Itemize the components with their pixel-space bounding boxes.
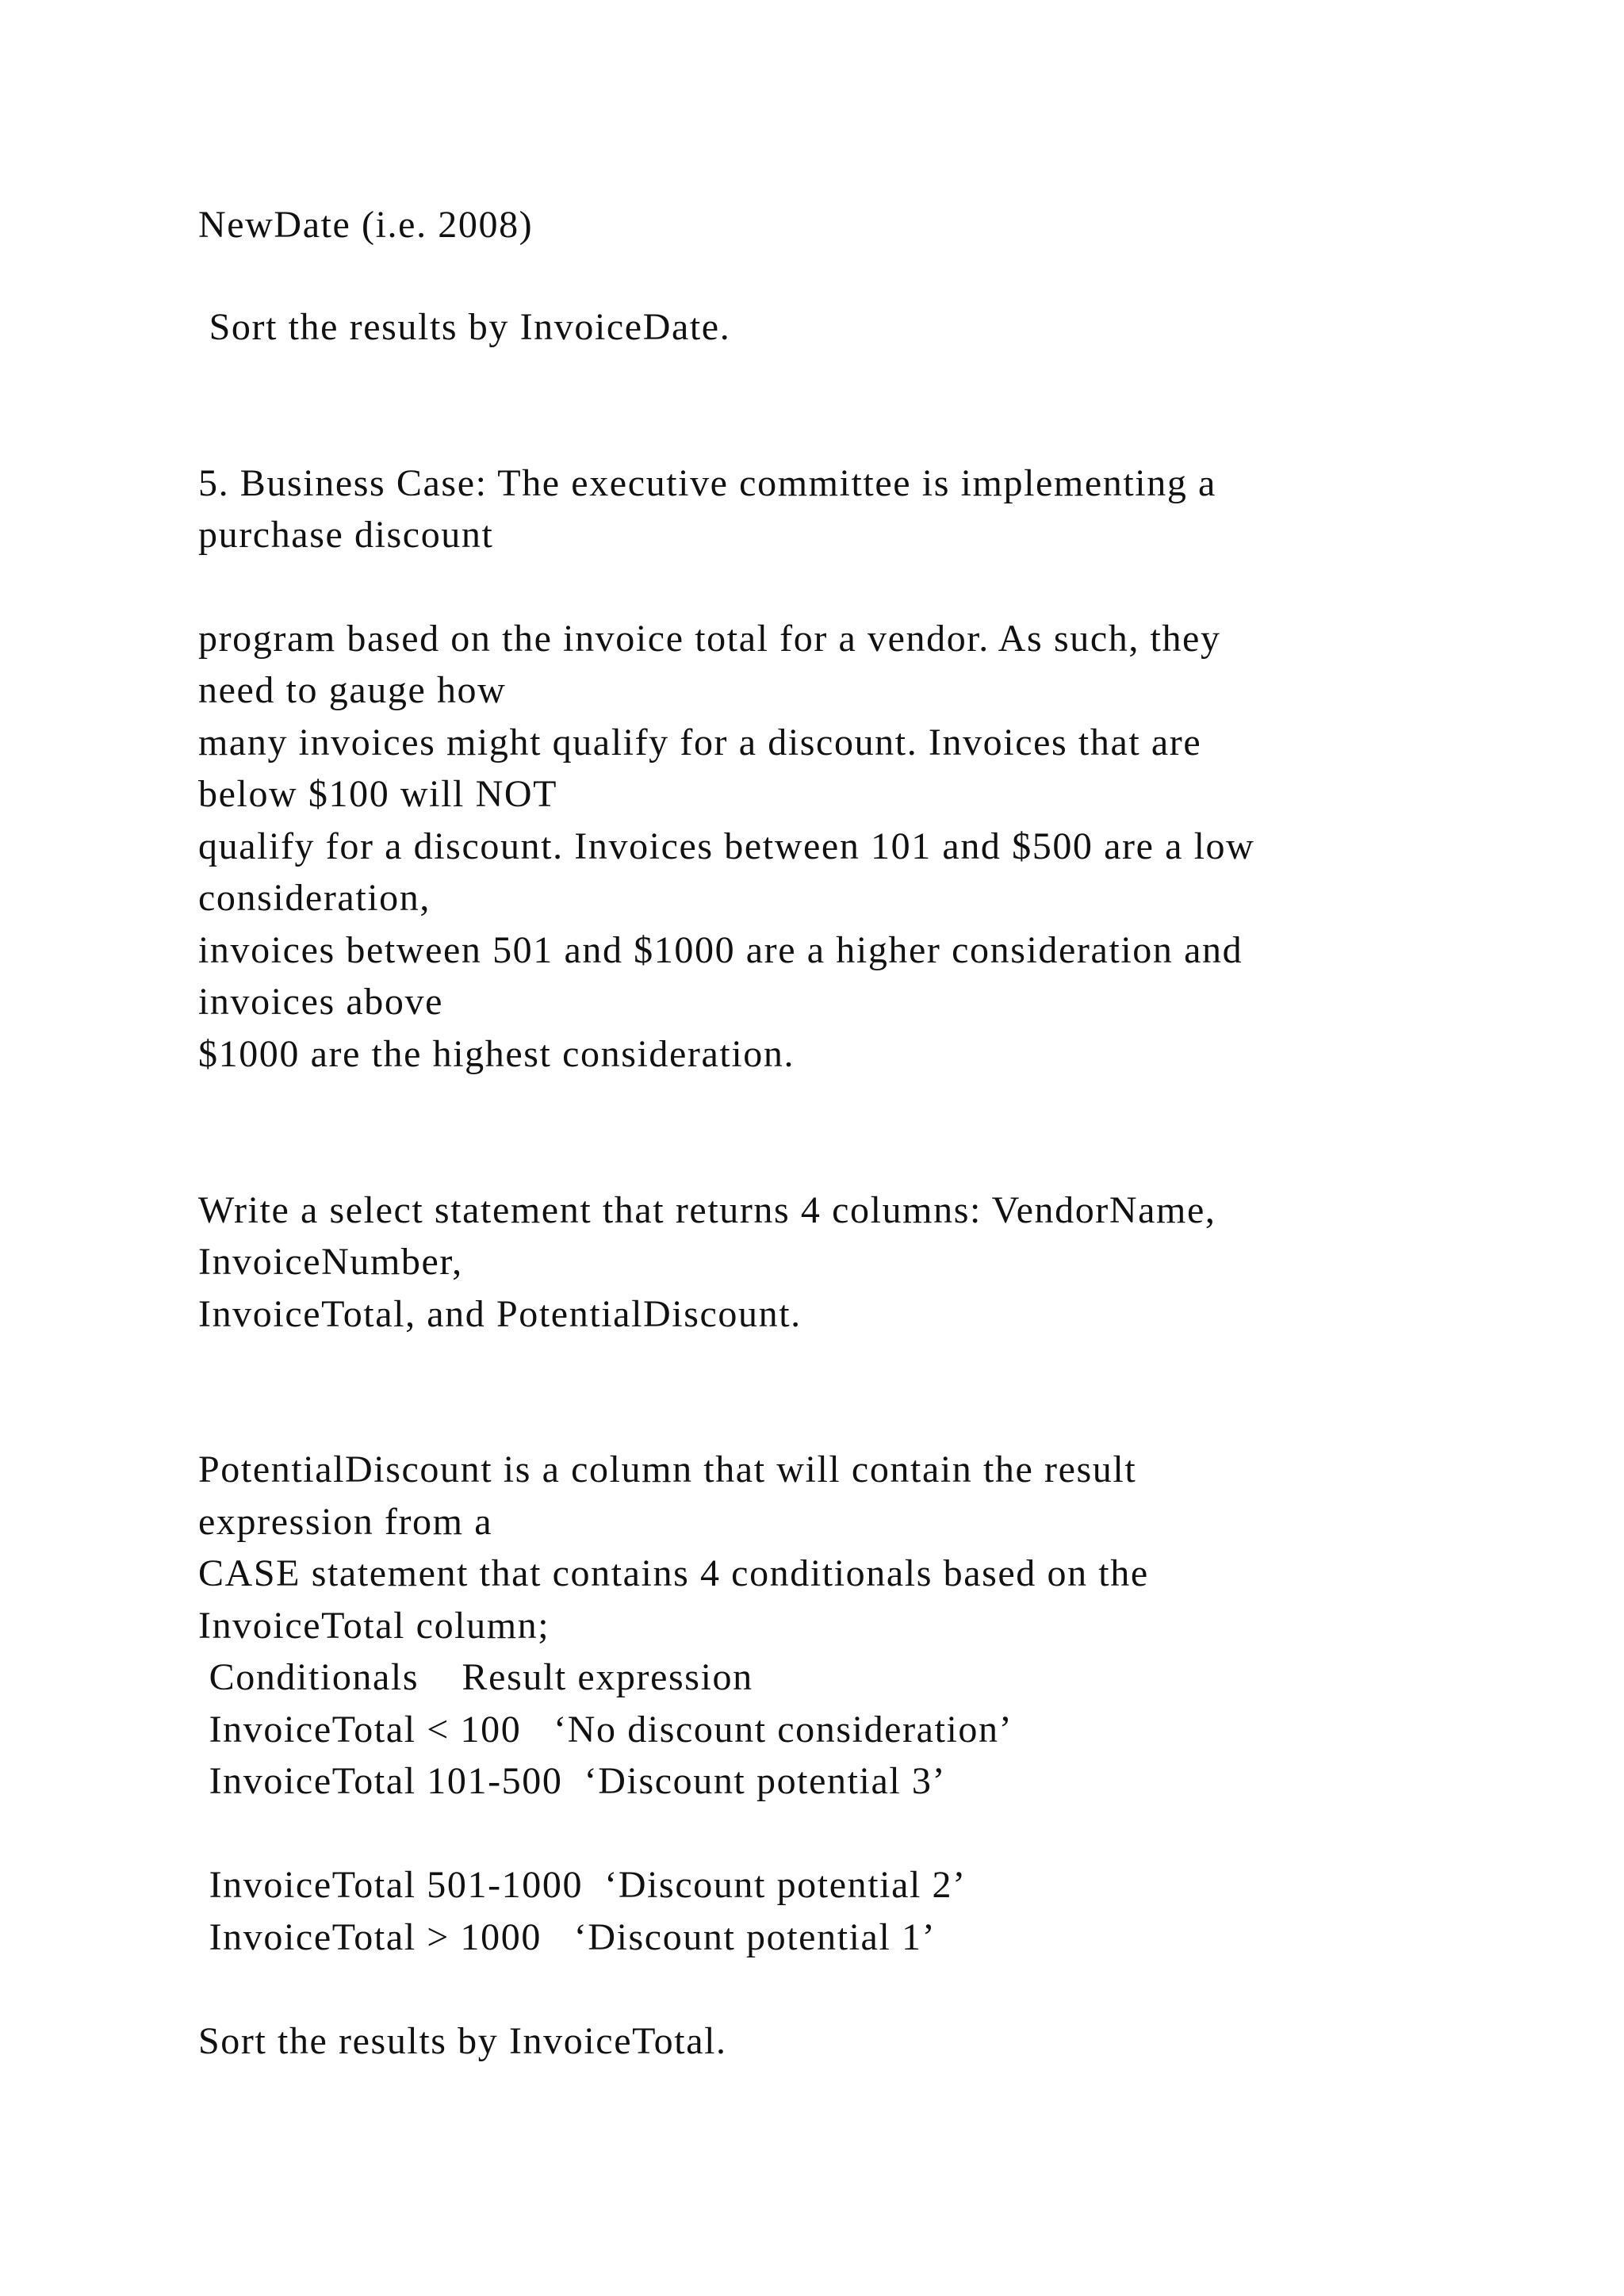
text-line: PotentialDiscount is a column that will contain the result	[198, 1448, 1137, 1490]
table-header-line: Conditionals Result expression	[198, 1656, 753, 1698]
text-line: Sort the results by InvoiceTotal.	[198, 2020, 727, 2062]
table-row-line: InvoiceTotal < 100 ‘No discount consideration’	[198, 1709, 1013, 1751]
text-line: InvoiceTotal column;	[198, 1605, 550, 1647]
table-row-line: InvoiceTotal 101-500 ‘Discount potential 3’	[198, 1760, 947, 1802]
text-line: qualify for a discount. Invoices between 101 and $500 are a low	[198, 825, 1255, 867]
text-line: need to gauge how	[198, 669, 507, 711]
text-line: InvoiceNumber,	[198, 1241, 463, 1283]
text-line: invoices between 501 and $1000 are a higher consideration and	[198, 929, 1243, 971]
text-line: Write a select statement that returns 4 columns: VendorName,	[198, 1189, 1216, 1231]
text-line: InvoiceTotal, and PotentialDiscount.	[198, 1293, 802, 1335]
table-row-line: InvoiceTotal > 1000 ‘Discount potential 1’	[198, 1916, 936, 1958]
text-line: purchase discount	[198, 514, 494, 556]
text-line: $1000 are the highest consideration.	[198, 1033, 795, 1075]
text-line: Sort the results by InvoiceDate.	[198, 306, 731, 348]
text-line: invoices above	[198, 981, 443, 1023]
table-row-line: InvoiceTotal 501-1000 ‘Discount potential 2’	[198, 1864, 967, 1906]
text-line: NewDate (i.e. 2008)	[198, 204, 534, 246]
text-line: many invoices might qualify for a discount. Invoices that are	[198, 721, 1202, 763]
text-line: consideration,	[198, 877, 431, 919]
text-line: expression from a	[198, 1501, 493, 1543]
text-line: CASE statement that contains 4 conditionals based on the	[198, 1552, 1149, 1594]
text-line: below $100 will NOT	[198, 773, 558, 815]
text-line: program based on the invoice total for a vendor. As such, they	[198, 618, 1221, 660]
section-heading: 5. Business Case: The executive committee is implementing a	[198, 462, 1216, 504]
